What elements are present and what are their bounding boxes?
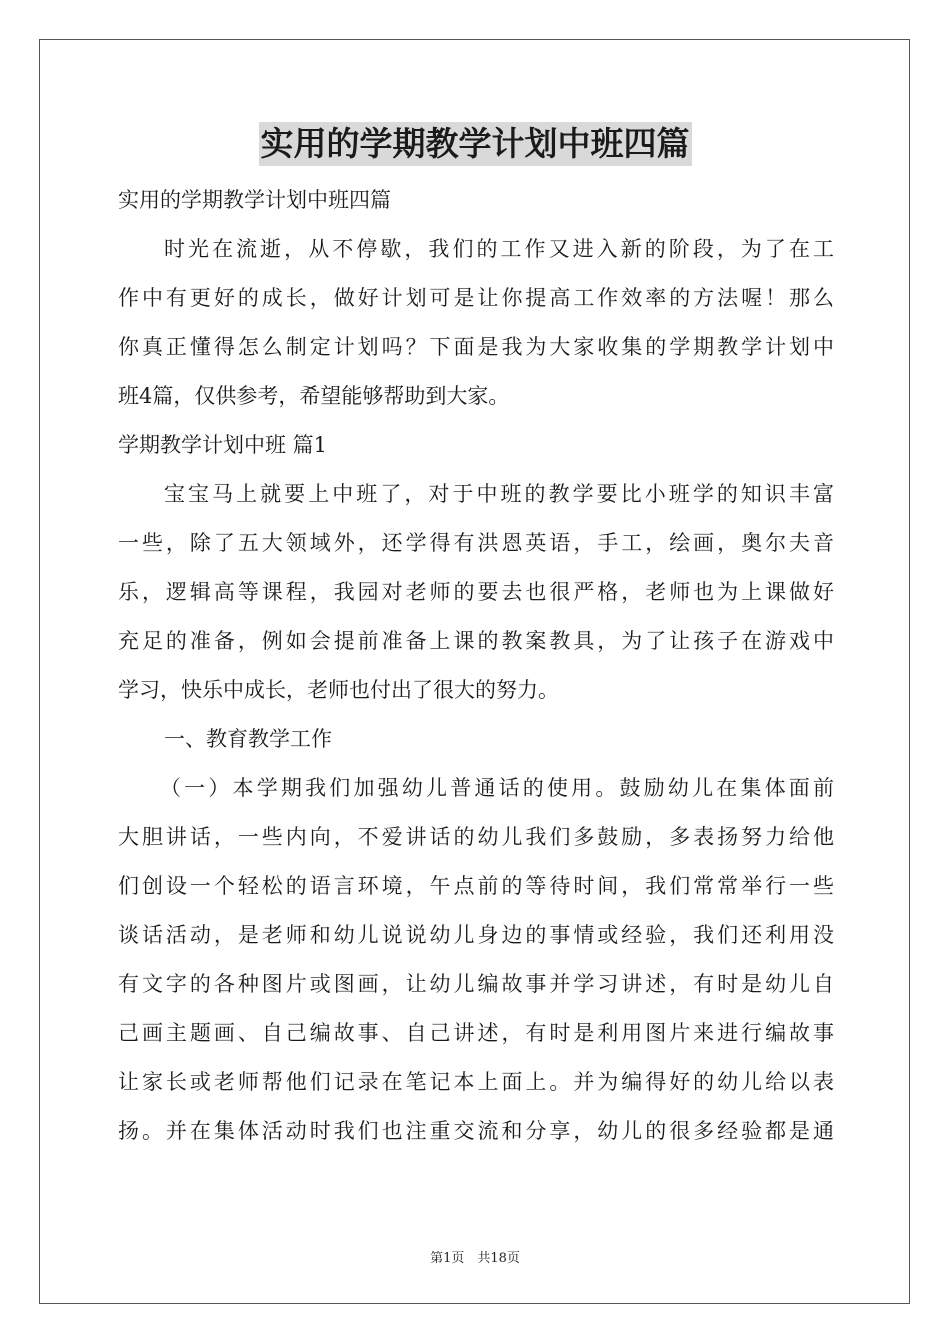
intro-line: 你真正懂得怎么制定计划吗？下面是我为大家收集的学期教学计划中: [118, 335, 834, 359]
intro-line: 时光在流逝，从不停歇，我们的工作又进入新的阶段，为了在工: [164, 237, 834, 261]
part-line: （一）本学期我们加强幼儿普通话的使用。鼓励幼儿在集体面前: [160, 776, 834, 800]
part-line: 谈话活动，是老师和幼儿说说幼儿身边的事情或经验，我们还利用没: [118, 923, 834, 947]
section-line: 充足的准备，例如会提前准备上课的教案教具，为了让孩子在游戏中: [118, 629, 834, 653]
subheading: 一、教育教学工作: [164, 727, 332, 751]
document-subtitle: 实用的学期教学计划中班四篇: [118, 188, 391, 212]
title-block: [0, 122, 950, 166]
section-heading: 学期教学计划中班 篇1: [118, 433, 328, 457]
part-line: 大胆讲话，一些内向，不爱讲话的幼儿我们多鼓励，多表扬努力给他: [118, 825, 834, 849]
intro-line: 作中有更好的成长，做好计划可是让你提高工作效率的方法喔！那么: [118, 286, 834, 310]
part-line: 扬。并在集体活动时我们也注重交流和分享，幼儿的很多经验都是通: [118, 1119, 834, 1143]
section-line: 一些，除了五大领域外，还学得有洪恩英语，手工，绘画，奥尔夫音: [118, 531, 834, 555]
part-line: 己画主题画、自己编故事、自己讲述，有时是利用图片来进行编故事: [118, 1021, 834, 1045]
document-body: [118, 176, 834, 1156]
section-line: 乐，逻辑高等课程，我园对老师的要去也很严格，老师也为上课做好: [118, 580, 834, 604]
part-line: 有文字的各种图片或图画，让幼儿编故事并学习讲述，有时是幼儿自: [118, 972, 834, 996]
intro-line: 班4篇，仅供参考，希望能够帮助到大家。: [118, 384, 510, 408]
document-title: 实用的学期教学计划中班四篇: [259, 122, 692, 166]
page-footer: 第1页 共18页: [430, 1251, 520, 1266]
section-line: 宝宝马上就要上中班了，对于中班的教学要比小班学的知识丰富: [164, 482, 834, 506]
part-line: 让家长或老师帮他们记录在笔记本上面上。并为编得好的幼儿给以表: [118, 1070, 834, 1094]
section-line: 学习，快乐中成长，老师也付出了很大的努力。: [118, 678, 559, 702]
part-line: 们创设一个轻松的语言环境，午点前的等待时间，我们常常举行一些: [118, 874, 834, 898]
